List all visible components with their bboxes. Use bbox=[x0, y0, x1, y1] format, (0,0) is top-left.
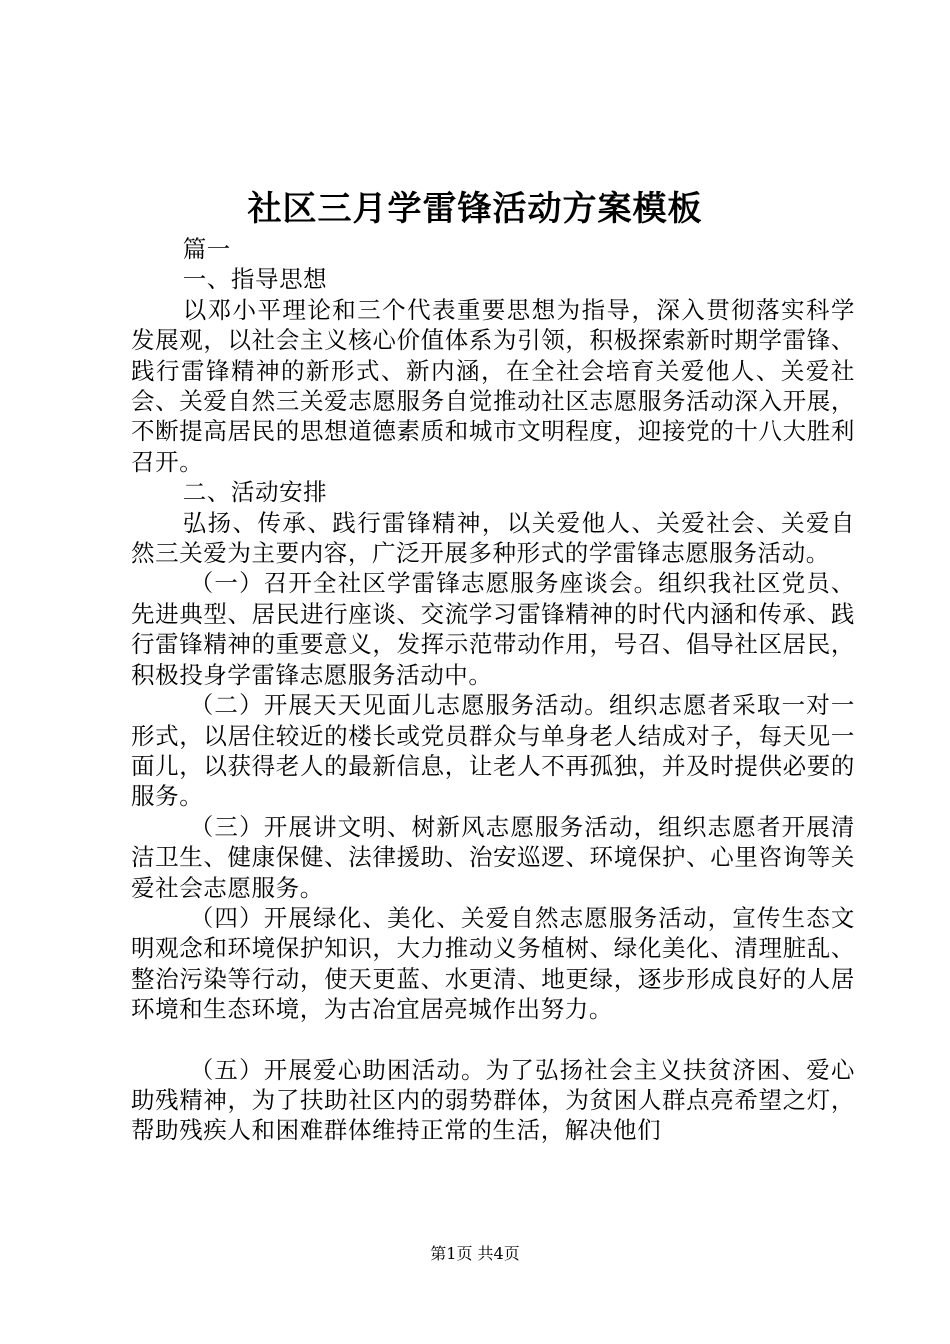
paragraph-item-4: （四）开展绿化、美化、关爱自然志愿服务活动，宣传生态文明观念和环境保护知识，大力推动义务植树、绿化美化、清理脏乱、整治污染等行动，使天更蓝、水更清、地更绿，逐步形成良好的人居环境和生态环境，为古冶宜居亮城作出努力。 bbox=[131, 903, 855, 1024]
paragraph-item-2: （二）开展天天见面儿志愿服务活动。组织志愿者采取一对一形式，以居住较近的楼长或党员群众与单身老人结成对子，每天见一面儿，以获得老人的最新信息，让老人不再孤独，并及时提供必要的服务。 bbox=[131, 691, 855, 811]
heading-guiding-ideology: 一、指导思想 bbox=[182, 265, 328, 294]
page-number-footer: 第1页 共4页 bbox=[430, 1244, 520, 1263]
document-body bbox=[131, 234, 855, 1146]
paragraph-item-1: （一）召开全社区学雷锋志愿服务座谈会。组织我社区党员、先进典型、居民进行座谈、交流学习雷锋精神的时代内涵和传承、践行雷锋精神的重要意义，发挥示范带动作用，号召、倡导社区居民，积极投身学雷锋志愿服务活动中。 bbox=[131, 569, 855, 689]
paragraph-activity-intro: 弘扬、传承、践行雷锋精神，以关爱他人、关爱社会、关爱自然三关爱为主要内容，广泛开展多种形式的学雷锋志愿服务活动。 bbox=[131, 508, 855, 568]
section-label: 篇一 bbox=[182, 235, 231, 263]
paragraph-item-3: （三）开展讲文明、树新风志愿服务活动，组织志愿者开展清洁卫生、健康保健、法律援助、治安巡逻、环境保护、心里咨询等关爱社会志愿服务。 bbox=[131, 812, 855, 902]
paragraph-guiding-ideology: 以邓小平理论和三个代表重要思想为指导，深入贯彻落实科学发展观，以社会主义核心价值体系为引领，积极探索新时期学雷锋、践行雷锋精神的新形式、新内涵，在全社会培育关爱他人、关爱社会、关爱自然三关爱志愿服务自觉推动社区志愿服务活动深入开展，不断提高居民的思想道德素质和城市文明程度，迎接党的十八大胜利召开。 bbox=[131, 295, 855, 476]
heading-activity-arrangement: 二、活动安排 bbox=[182, 478, 328, 507]
paragraph-gap bbox=[131, 1025, 855, 1055]
document-title: 社区三月学雷锋活动方案模板 bbox=[247, 189, 703, 229]
paragraph-item-5: （五）开展爱心助困活动。为了弘扬社会主义扶贫济困、爱心助残精神，为了扶助社区内的弱势群体，为贫困人群点亮希望之灯，帮助残疾人和困难群体维持正常的生活，解决他们 bbox=[131, 1055, 855, 1145]
